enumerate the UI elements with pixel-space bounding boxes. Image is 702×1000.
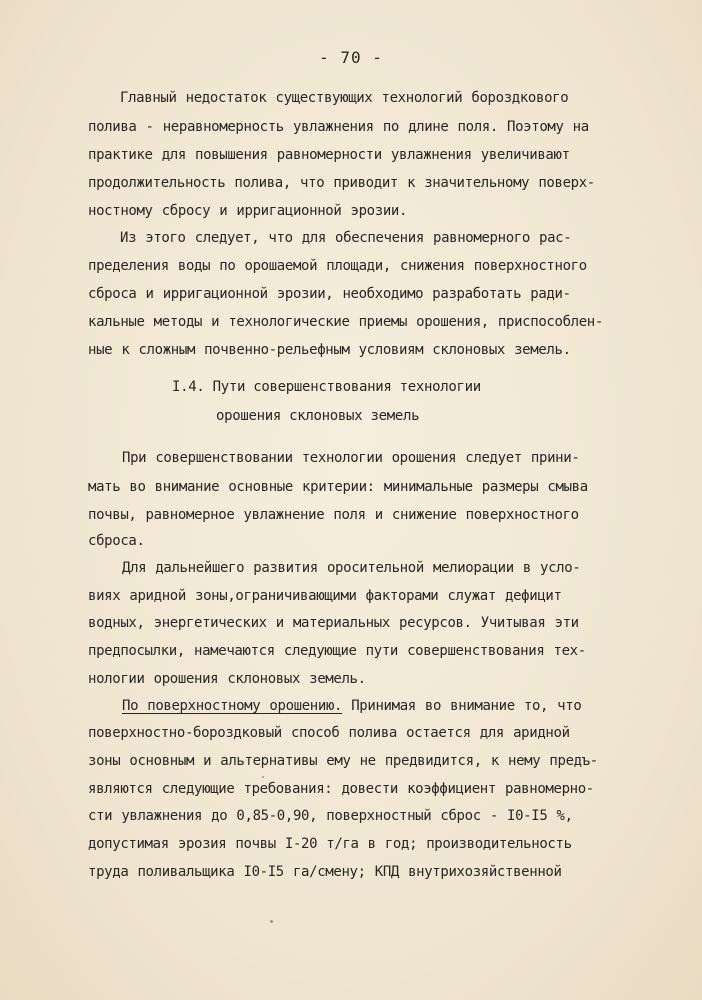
paragraph-4-line-5: нологии орошения склоновых земель. [88, 671, 366, 687]
paragraph-4-line-4: предпосылки, намечаются следующие пути совершенствования тех- [88, 643, 586, 659]
section-heading-line-1: I.4. Пути совершенствования технологии [172, 379, 481, 395]
paragraph-3-line-3: почвы, равномерное увлажнение поля и снижение поверхностного [88, 507, 579, 523]
paragraph-1-line-5: ностному сбросу и ирригационной эрозии. [88, 203, 408, 219]
paragraph-2-line-5: ные к сложным почвенно-рельефным условиям склоновых земель. [88, 342, 571, 358]
section-heading-line-2: орошения склоновых земель [216, 408, 420, 424]
paragraph-1-line-3: практике для повышения равномерности увлажнения увеличивают [88, 147, 570, 163]
paragraph-5-line-3: зоны основным и альтернативы ему не предвидится, к нему предъ- [88, 753, 598, 769]
paragraph-4-line-3: водных, энергетических и материальных ресурсов. Учитывая эти [88, 615, 579, 631]
paragraph-5-line-4: являются следующие требования: довести коэффициент равномерно- [88, 781, 594, 797]
paragraph-2-line-4: кальные методы и технологические приемы орошения, приспособлен- [88, 314, 603, 330]
paper-speck [262, 776, 264, 778]
paragraph-4-line-1: Для дальнейшего развития оросительной мелиорации в усло- [122, 560, 581, 576]
paragraph-5-line-5: сти увлажнения до 0,85-0,90, поверхностный сброс - I0-I5 %, [88, 808, 573, 824]
paragraph-2-line-1: Из этого следует, что для обеспечения равномерного рас- [120, 230, 572, 246]
paper-speck [270, 920, 273, 923]
paragraph-3-line-2: мать во внимание основные критерии: минимальные размеры смыва [88, 479, 588, 495]
paragraph-5-line-1 [122, 696, 581, 716]
paragraph-5-line-7: труда поливальщика I0-I5 га/смену; КПД внутрихозяйственной [88, 864, 562, 880]
subsection-lead-underlined: По поверхностному орошению. [122, 698, 343, 714]
paragraph-3-line-4: сброса. [88, 533, 145, 549]
paragraph-5-line-2: поверхностно-бороздковый способ полива остается для аридной [88, 725, 570, 741]
paragraph-2-line-2: пределения воды по орошаемой площади, снижения поверхностного [88, 258, 587, 274]
paragraph-2-line-3: сброса и ирригационной эрозии, необходимо разработать ради- [88, 286, 571, 302]
page-number: - 70 - [319, 48, 383, 67]
paragraph-3-line-1: При совершенствовании технологии орошения следует прини- [122, 450, 580, 466]
paragraph-1-line-1: Главный недостаток существующих технологий бороздкового [120, 90, 569, 106]
paragraph-1-line-4: продолжительность полива, что приводит к значительному поверх- [88, 175, 595, 191]
paragraph-1-line-2: полива - неравномерность увлажнения по длине поля. Поэтому на [88, 119, 589, 135]
paragraph-5-line-6: допустимая эрозия почвы I-20 т/га в год; производительность [88, 836, 572, 852]
paragraph-4-line-2: виях аридной зоны,ограничивающими факторами служат дефицит [88, 588, 562, 604]
paragraph-5-line-1-rest: Принимая во внимание то, что [342, 698, 582, 714]
